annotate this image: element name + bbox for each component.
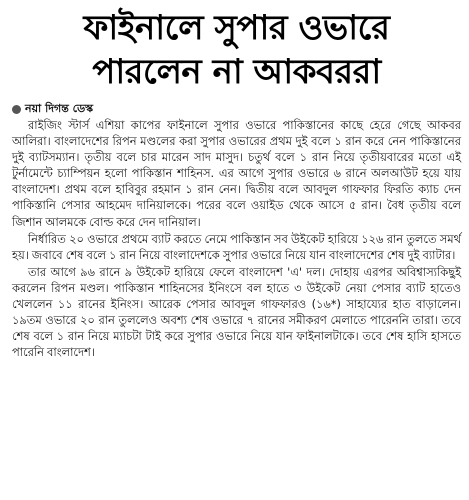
headline-line-1: ফাইনালে সুপার ওভারে [83, 8, 390, 48]
byline-row [12, 102, 461, 116]
byline: নয়া দিগন্ত ডেস্ক [25, 101, 94, 115]
headline [12, 6, 461, 94]
paragraph-1: রাইজিং স্টার্স এশিয়া কাপের ফাইনালে সুপার ওভারে পাকিস্তানের কাছে হেরে গেছে আকবর আলিরা। বাংলাদেশের রিপন মণ্ডলের করা সুপার ওভারের প্রথম দুই বলে ১ রান করে নেন পাকিস্তানের দুই ব্যাটসম্যান। তৃতীয় বলে চার মারেন সাদ মাসুদ। চতুর্থ বলে ১ রান নিয়ে তৃতীয়বারের মতো এই টুর্নামেন্টে চ্যাম্পিয়ন হলো পাকিস্তান শাহিনস. এর আগে সুপার ওভারে ৬ রানে অলআউট হয়ে যায় বাংলাদেশ। প্রথম বলে হাবিবুর রহমান ১ রান নেন। দ্বিতীয় বলে আবদুল গাফফার ফিরতি ক্যাচ দেন পাকিস্তানি পেসার আহমেদ দানিয়ালকে। পরের বলে ওয়াইড থেকে আসে ৫ রান। বৈধ তৃতীয় বলে জিশান আলমকে বোল্ড করে দেন দানিয়াল। [12, 118, 461, 229]
paragraph-2: নির্ধারিত ২০ ওভারে প্রথমে ব্যাট করতে নেমে পাকিস্তান সব উইকেট হারিয়ে ১২৬ রান তুলতে সমর্থ হয়। জবাবে শেষ বলে ১ রান নিয়ে বাংলাদেশকে সুপার ওভারে নিয়ে যান বাংলাদেশের শেষ দুই ব্যাটার। [12, 231, 461, 262]
paragraph-3: তার আগে ৯৬ রানে ৯ উইকেট হারিয়ে ফেলে বাংলাদেশ 'এ' দল। দোহায় এরপর অবিশ্বাস্যকিছুই করলেন রিপন মণ্ডল। পাকিস্তান শাহিনসের ইনিংসে বল হাতে ৩ উইকেট নেয়া পেসার ব্যাট হাতেও খেললেন ১১ রানের ইনিংস। আরেক পেসার আবদুল গাফফারও (১৬*) সাহায্যের হাত বাড়ালেন। ১৯তম ওভারে ২০ রান তুললেও অবশ্য শেষ ওভারে ৭ রানের সমীকরণ মেলাতে পারেননি তারা। তবে শেষ বলে ১ রান নিয়ে ম্যাচটা টাই করে সুপার ওভারে নিয়ে যান ফাইনালটাকে। তবে শেষ হাসি হাসতে পারেনি বাংলাদেশ। [12, 264, 461, 360]
headline-line-2: পারলেন না আকবররা [92, 52, 381, 92]
bullet-icon [12, 105, 21, 114]
article-body [12, 117, 461, 360]
